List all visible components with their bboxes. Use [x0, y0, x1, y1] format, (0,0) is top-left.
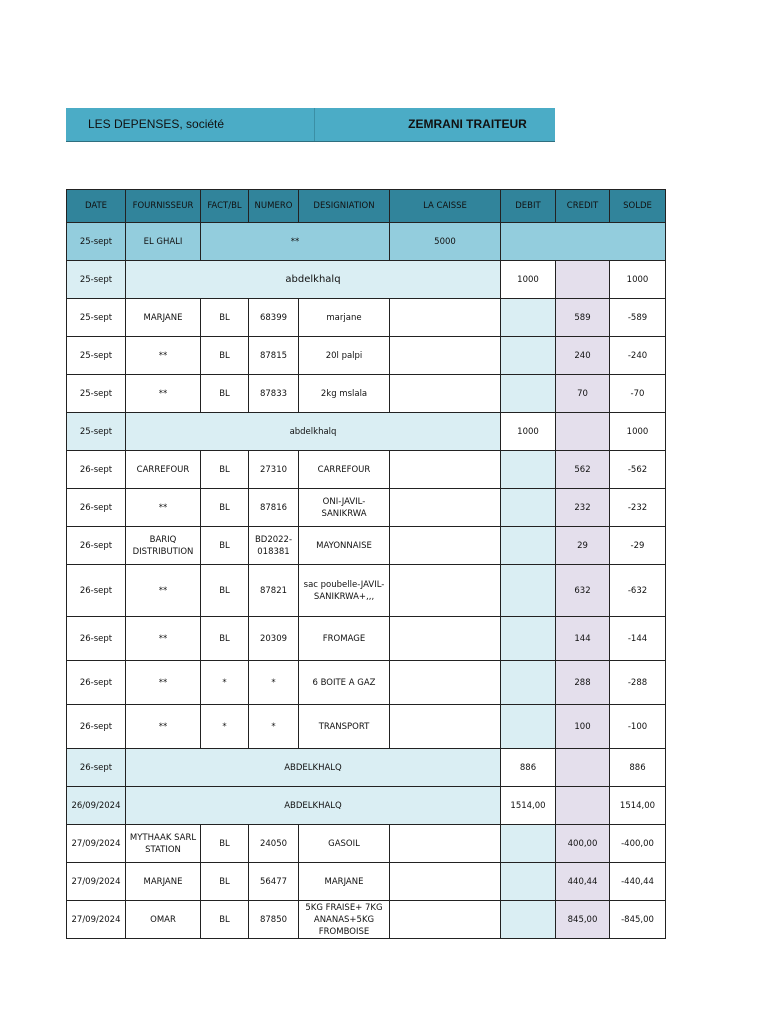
cell-fact: BL	[201, 863, 249, 901]
table-row	[67, 617, 666, 661]
cell-solde: -400,00	[610, 825, 666, 863]
cell-numero: 87821	[249, 565, 299, 617]
cell-caisse: 5000	[390, 223, 501, 261]
cell-fact: BL	[201, 375, 249, 413]
cell-date: 25-sept	[67, 299, 126, 337]
cell-fournisseur: **	[126, 617, 201, 661]
cell-date: 25-sept	[67, 261, 126, 299]
cell-debit: 1000	[501, 261, 556, 299]
cell-solde: -589	[610, 299, 666, 337]
column-header-debit: DEBIT	[501, 190, 556, 223]
cell-date: 26-sept	[67, 661, 126, 705]
cell-numero: *	[249, 661, 299, 705]
table-row	[67, 489, 666, 527]
table-row	[67, 451, 666, 489]
cell-date: 26-sept	[67, 565, 126, 617]
cell-solde: -232	[610, 489, 666, 527]
cell-deposit-label: ABDELKHALQ	[126, 749, 501, 787]
cell-merged: **	[201, 223, 390, 261]
cell-date: 27/09/2024	[67, 863, 126, 901]
cell-credit: 29	[556, 527, 610, 565]
cell-numero: 56477	[249, 863, 299, 901]
cell-designation: 6 BOITE A GAZ	[299, 661, 390, 705]
cell-debit	[501, 489, 556, 527]
cell-date: 26-sept	[67, 527, 126, 565]
cell-credit: 144	[556, 617, 610, 661]
cell-fact: BL	[201, 489, 249, 527]
cell-designation: sac poubelle-JAVIL-SANIKRWA+,,,	[299, 565, 390, 617]
cell-deposit-label: abdelkhalq	[126, 261, 501, 299]
cell-numero: 87815	[249, 337, 299, 375]
cell-solde: -845,00	[610, 901, 666, 939]
cell-date: 25-sept	[67, 223, 126, 261]
cell-date: 26-sept	[67, 617, 126, 661]
table-row	[67, 705, 666, 749]
cell-fact: *	[201, 705, 249, 749]
cell-credit: 632	[556, 565, 610, 617]
cell-deposit-label: ABDELKHALQ	[126, 787, 501, 825]
cell-date: 27/09/2024	[67, 901, 126, 939]
cell-solde: -632	[610, 565, 666, 617]
title-left: LES DEPENSES, société	[88, 117, 225, 131]
cell-debit: 1514,00	[501, 787, 556, 825]
table-row	[67, 863, 666, 901]
cell-fournisseur: EL GHALI	[126, 223, 201, 261]
cell-fournisseur: **	[126, 565, 201, 617]
cell-date: 26-sept	[67, 749, 126, 787]
cell-credit: 70	[556, 375, 610, 413]
cell-debit	[501, 901, 556, 939]
cell-solde: -240	[610, 337, 666, 375]
cell-fournisseur: OMAR	[126, 901, 201, 939]
cell-fournisseur: BARIQ DISTRIBUTION	[126, 527, 201, 565]
cell-fact: BL	[201, 617, 249, 661]
cell-numero: 87850	[249, 901, 299, 939]
cell-debit	[501, 825, 556, 863]
column-header-numero: NUMERO	[249, 190, 299, 223]
column-header-designation: DESIGNIATION	[299, 190, 390, 223]
cell-caisse	[390, 375, 501, 413]
cell-numero: 87833	[249, 375, 299, 413]
cell-designation: FROMAGE	[299, 617, 390, 661]
cell-solde: 1514,00	[610, 787, 666, 825]
cell-numero: *	[249, 705, 299, 749]
cell-credit	[556, 261, 610, 299]
cell-fact: BL	[201, 451, 249, 489]
cell-fournisseur: MARJANE	[126, 863, 201, 901]
cell-date: 26-sept	[67, 451, 126, 489]
cell-date: 26-sept	[67, 489, 126, 527]
cell-fournisseur: MYTHAAK SARL STATION	[126, 825, 201, 863]
cell-caisse	[390, 299, 501, 337]
cell-date: 25-sept	[67, 413, 126, 451]
cell-debit	[501, 565, 556, 617]
cell-credit	[556, 413, 610, 451]
cell-designation: GASOIL	[299, 825, 390, 863]
cell-solde: 1000	[610, 261, 666, 299]
table-row	[67, 527, 666, 565]
deposit-row	[67, 749, 666, 787]
cell-fournisseur: **	[126, 489, 201, 527]
column-header-fournisseur: FOURNISSEUR	[126, 190, 201, 223]
cell-caisse	[390, 863, 501, 901]
cell-solde: -100	[610, 705, 666, 749]
cell-designation: ONI-JAVIL-SANIKRWA	[299, 489, 390, 527]
cell-debit	[501, 299, 556, 337]
cell-fact: BL	[201, 825, 249, 863]
cell-credit: 232	[556, 489, 610, 527]
cell-numero: BD2022-018381	[249, 527, 299, 565]
column-header-caisse: LA CAISSE	[390, 190, 501, 223]
cell-fact: *	[201, 661, 249, 705]
column-header-credit: CREDIT	[556, 190, 610, 223]
deposit-row	[67, 413, 666, 451]
cell-fact: BL	[201, 901, 249, 939]
cell-solde: -562	[610, 451, 666, 489]
cell-credit: 240	[556, 337, 610, 375]
cell-numero: 20309	[249, 617, 299, 661]
cell-caisse	[390, 337, 501, 375]
title-bar	[66, 108, 555, 142]
table-row	[67, 565, 666, 617]
cell-debit: 886	[501, 749, 556, 787]
cell-solde: -29	[610, 527, 666, 565]
cell-solde: -70	[610, 375, 666, 413]
cell-fournisseur: **	[126, 705, 201, 749]
cell-designation: TRANSPORT	[299, 705, 390, 749]
cell-numero: 87816	[249, 489, 299, 527]
cell-designation: MAYONNAISE	[299, 527, 390, 565]
cell-debit	[501, 863, 556, 901]
cell-caisse	[390, 565, 501, 617]
cell-fournisseur: **	[126, 661, 201, 705]
cell-designation: CARREFOUR	[299, 451, 390, 489]
cell-debit	[501, 617, 556, 661]
cell-debit	[501, 705, 556, 749]
cell-debit	[501, 527, 556, 565]
cell-date: 27/09/2024	[67, 825, 126, 863]
cell-fact: BL	[201, 565, 249, 617]
column-header-date: DATE	[67, 190, 126, 223]
expenses-table	[66, 189, 666, 939]
cell-date: 25-sept	[67, 337, 126, 375]
cell-fournisseur: MARJANE	[126, 299, 201, 337]
cell-caisse	[390, 705, 501, 749]
cell-debit	[501, 661, 556, 705]
cell-caisse	[390, 527, 501, 565]
cell-fournisseur: **	[126, 375, 201, 413]
cell-credit: 400,00	[556, 825, 610, 863]
cell-credit	[556, 787, 610, 825]
cell-caisse	[390, 901, 501, 939]
cell-solde: -144	[610, 617, 666, 661]
cell-designation: 2kg mslala	[299, 375, 390, 413]
cell-date: 25-sept	[67, 375, 126, 413]
cell-credit: 562	[556, 451, 610, 489]
cell-debit: 1000	[501, 413, 556, 451]
cell-credit: 589	[556, 299, 610, 337]
cell-date: 26/09/2024	[67, 787, 126, 825]
cell-numero: 24050	[249, 825, 299, 863]
column-header-solde: SOLDE	[610, 190, 666, 223]
cell-designation: MARJANE	[299, 863, 390, 901]
cell-solde: -288	[610, 661, 666, 705]
opening-row	[67, 223, 666, 261]
cell-designation: marjane	[299, 299, 390, 337]
title-company: ZEMRANI TRAITEUR	[408, 117, 527, 131]
cell-credit: 100	[556, 705, 610, 749]
table-row	[67, 825, 666, 863]
cell-caisse	[390, 825, 501, 863]
cell-solde: 1000	[610, 413, 666, 451]
cell-solde: -440,44	[610, 863, 666, 901]
cell-debit	[501, 337, 556, 375]
cell-numero: 68399	[249, 299, 299, 337]
cell-caisse	[390, 451, 501, 489]
table-row	[67, 299, 666, 337]
cell-deposit-label: abdelkhalq	[126, 413, 501, 451]
table-row	[67, 337, 666, 375]
cell-fournisseur: **	[126, 337, 201, 375]
cell-empty	[501, 223, 666, 261]
cell-fact: BL	[201, 527, 249, 565]
cell-caisse	[390, 661, 501, 705]
cell-debit	[501, 451, 556, 489]
table-header-row	[67, 190, 666, 223]
cell-designation: 20l palpi	[299, 337, 390, 375]
cell-numero: 27310	[249, 451, 299, 489]
column-header-fact: FACT/BL	[201, 190, 249, 223]
cell-caisse	[390, 489, 501, 527]
cell-credit: 440,44	[556, 863, 610, 901]
table-row	[67, 375, 666, 413]
table-row	[67, 661, 666, 705]
cell-designation: 5KG FRAISE+ 7KG ANANAS+5KG FROMBOISE	[299, 901, 390, 939]
cell-credit: 288	[556, 661, 610, 705]
cell-fact: BL	[201, 299, 249, 337]
table-row	[67, 901, 666, 939]
deposit-row	[67, 261, 666, 299]
cell-fournisseur: CARREFOUR	[126, 451, 201, 489]
cell-credit	[556, 749, 610, 787]
cell-credit: 845,00	[556, 901, 610, 939]
cell-solde: 886	[610, 749, 666, 787]
cell-caisse	[390, 617, 501, 661]
deposit-row	[67, 787, 666, 825]
cell-fact: BL	[201, 337, 249, 375]
cell-date: 26-sept	[67, 705, 126, 749]
cell-debit	[501, 375, 556, 413]
